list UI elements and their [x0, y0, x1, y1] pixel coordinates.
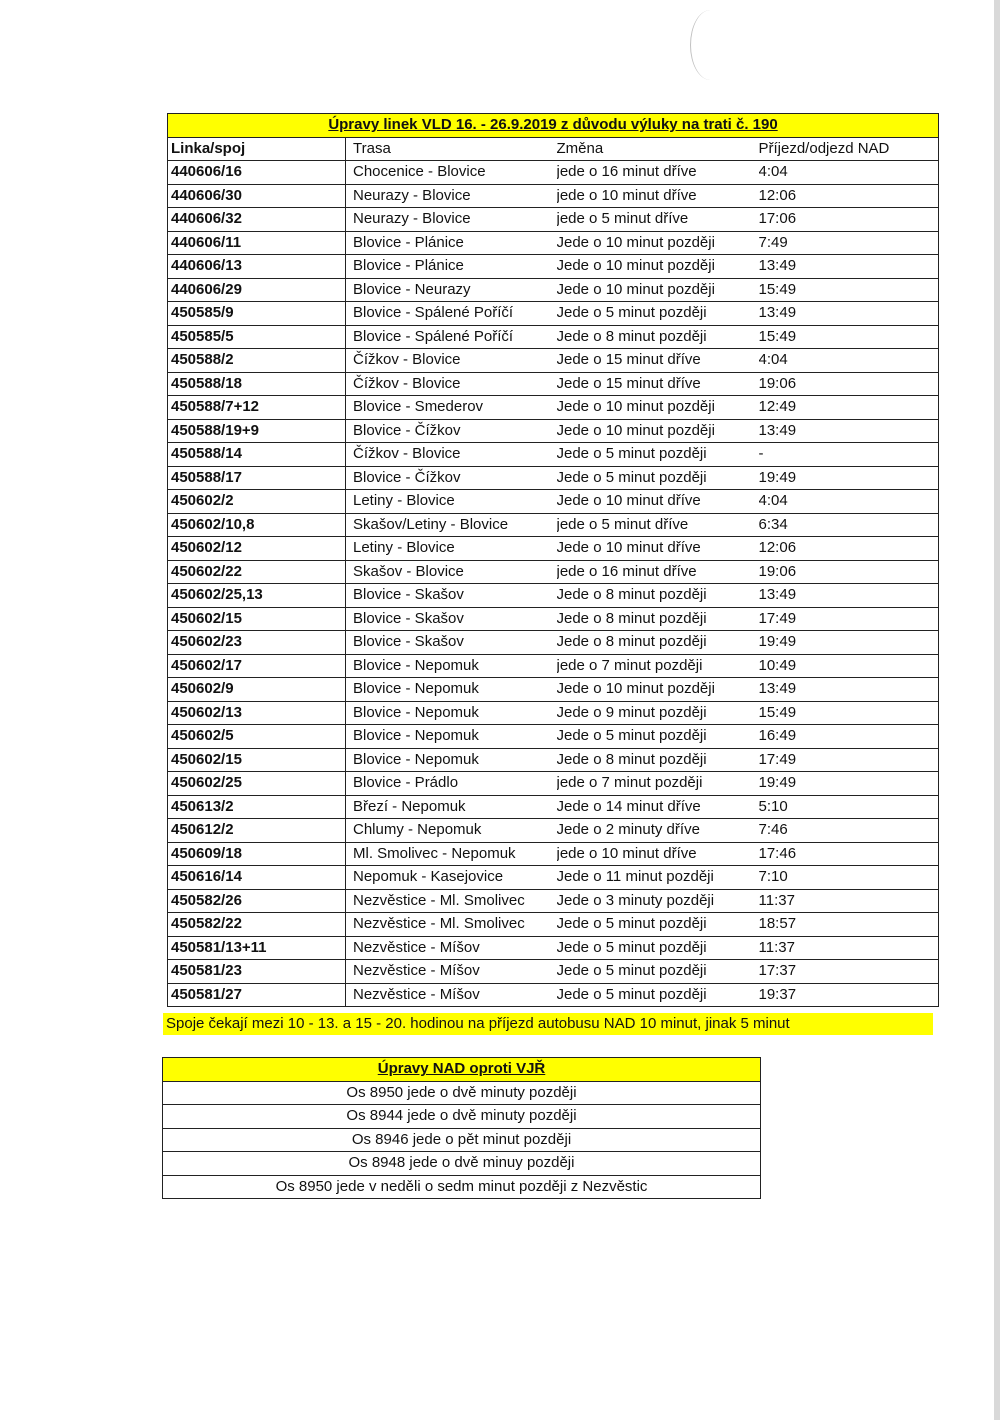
cell-zmena: Jede o 10 minut později	[557, 678, 759, 702]
table-row	[168, 490, 939, 514]
cell-trasa: Blovice - Skašov	[346, 631, 557, 655]
table-title-row	[168, 114, 939, 138]
cell-trasa: Neurazy - Blovice	[346, 208, 557, 232]
table-row	[168, 349, 939, 373]
table-row	[168, 184, 939, 208]
table-row	[168, 537, 939, 561]
cell-zmena: Jede o 5 minut později	[557, 302, 759, 326]
cell-linka-spoj: 440606/13	[168, 255, 346, 279]
cell-linka-spoj: 450613/2	[168, 795, 346, 819]
cell-linka-spoj: 450582/22	[168, 913, 346, 937]
cell-linka-spoj: 450602/23	[168, 631, 346, 655]
cell-linka-spoj: 450602/25,13	[168, 584, 346, 608]
cell-linka-spoj: 450616/14	[168, 866, 346, 890]
cell-linka-spoj: 450612/2	[168, 819, 346, 843]
table-row	[168, 913, 939, 937]
nad-row	[163, 1081, 761, 1105]
table-row	[168, 772, 939, 796]
cell-trasa: Blovice - Spálené Poříčí	[346, 325, 557, 349]
cell-trasa: Čížkov - Blovice	[346, 349, 557, 373]
cell-zmena: Jede o 8 minut později	[557, 325, 759, 349]
nad-row-text: Os 8950 jede v neděli o sedm minut později z Nezvěstic	[163, 1175, 761, 1199]
cell-trasa: Čížkov - Blovice	[346, 372, 557, 396]
cell-prijezd-odjezd: 17:49	[759, 748, 939, 772]
cell-linka-spoj: 440606/30	[168, 184, 346, 208]
header-prijezd-odjezd: Příjezd/odjezd NAD	[759, 137, 939, 161]
cell-zmena: Jede o 8 minut později	[557, 748, 759, 772]
cell-prijezd-odjezd: 13:49	[759, 419, 939, 443]
cell-trasa: Nezvěstice - Míšov	[346, 960, 557, 984]
cell-prijezd-odjezd: 12:06	[759, 537, 939, 561]
cell-zmena: Jede o 10 minut později	[557, 396, 759, 420]
cell-prijezd-odjezd: 13:49	[759, 584, 939, 608]
cell-linka-spoj: 450602/5	[168, 725, 346, 749]
cell-zmena: Jede o 5 minut později	[557, 936, 759, 960]
cell-zmena: Jede o 8 minut později	[557, 584, 759, 608]
table-row	[168, 866, 939, 890]
nad-changes-table	[162, 1057, 761, 1199]
cell-prijezd-odjezd: 4:04	[759, 161, 939, 185]
cell-zmena: Jede o 8 minut později	[557, 631, 759, 655]
cell-linka-spoj: 450602/15	[168, 607, 346, 631]
nad-row-text: Os 8944 jede o dvě minuty později	[163, 1105, 761, 1129]
cell-prijezd-odjezd: 19:49	[759, 772, 939, 796]
nad-table-title: Úpravy NAD oproti VJŘ	[163, 1058, 761, 1082]
cell-linka-spoj: 450588/19+9	[168, 419, 346, 443]
cell-linka-spoj: 450585/5	[168, 325, 346, 349]
table-title: Úpravy linek VLD 16. - 26.9.2019 z důvodu výluky na trati č. 190	[168, 114, 939, 138]
cell-zmena: jede o 5 minut dříve	[557, 513, 759, 537]
table-row	[168, 325, 939, 349]
table-row	[168, 302, 939, 326]
cell-prijezd-odjezd: -	[759, 443, 939, 467]
cell-linka-spoj: 450588/14	[168, 443, 346, 467]
cell-prijezd-odjezd: 13:49	[759, 678, 939, 702]
cell-zmena: Jede o 10 minut dříve	[557, 490, 759, 514]
table-row	[168, 936, 939, 960]
scan-mark	[690, 10, 731, 80]
cell-zmena: jede o 7 minut později	[557, 772, 759, 796]
table-row	[168, 678, 939, 702]
cell-trasa: Letiny - Blovice	[346, 537, 557, 561]
table-row	[168, 443, 939, 467]
cell-trasa: Březí - Nepomuk	[346, 795, 557, 819]
page-edge	[994, 0, 1000, 1420]
table-row	[168, 842, 939, 866]
table-row	[168, 372, 939, 396]
cell-prijezd-odjezd: 7:10	[759, 866, 939, 890]
cell-linka-spoj: 450602/25	[168, 772, 346, 796]
cell-prijezd-odjezd: 19:49	[759, 466, 939, 490]
nad-row	[163, 1128, 761, 1152]
table-row	[168, 208, 939, 232]
cell-trasa: Skašov/Letiny - Blovice	[346, 513, 557, 537]
cell-zmena: Jede o 5 minut později	[557, 443, 759, 467]
cell-zmena: Jede o 10 minut později	[557, 231, 759, 255]
table-row	[168, 725, 939, 749]
cell-linka-spoj: 450588/18	[168, 372, 346, 396]
cell-prijezd-odjezd: 11:37	[759, 889, 939, 913]
nad-row	[163, 1105, 761, 1129]
cell-trasa: Blovice - Plánice	[346, 255, 557, 279]
cell-trasa: Chlumy - Nepomuk	[346, 819, 557, 843]
cell-prijezd-odjezd: 19:06	[759, 560, 939, 584]
cell-zmena: Jede o 3 minuty později	[557, 889, 759, 913]
nad-row	[163, 1175, 761, 1199]
cell-trasa: Čížkov - Blovice	[346, 443, 557, 467]
cell-prijezd-odjezd: 17:49	[759, 607, 939, 631]
cell-prijezd-odjezd: 19:06	[759, 372, 939, 396]
cell-linka-spoj: 450602/9	[168, 678, 346, 702]
cell-prijezd-odjezd: 16:49	[759, 725, 939, 749]
cell-prijezd-odjezd: 13:49	[759, 255, 939, 279]
cell-trasa: Blovice - Prádlo	[346, 772, 557, 796]
cell-prijezd-odjezd: 6:34	[759, 513, 939, 537]
cell-zmena: jede o 7 minut později	[557, 654, 759, 678]
header-linka-spoj: Linka/spoj	[168, 137, 346, 161]
nad-row	[163, 1152, 761, 1176]
cell-trasa: Blovice - Spálené Poříčí	[346, 302, 557, 326]
nad-row-text: Os 8950 jede o dvě minuty později	[163, 1081, 761, 1105]
table-row	[168, 513, 939, 537]
cell-zmena: Jede o 5 minut později	[557, 913, 759, 937]
table-row	[168, 255, 939, 279]
table-row	[168, 795, 939, 819]
cell-trasa: Nepomuk - Kasejovice	[346, 866, 557, 890]
cell-trasa: Nezvěstice - Ml. Smolivec	[346, 889, 557, 913]
cell-zmena: Jede o 8 minut později	[557, 607, 759, 631]
cell-zmena: Jede o 9 minut později	[557, 701, 759, 725]
cell-prijezd-odjezd: 15:49	[759, 701, 939, 725]
cell-linka-spoj: 450581/27	[168, 983, 346, 1007]
table-row	[168, 278, 939, 302]
cell-linka-spoj: 450581/23	[168, 960, 346, 984]
cell-prijezd-odjezd: 4:04	[759, 349, 939, 373]
header-zmena: Změna	[557, 137, 759, 161]
cell-trasa: Nezvěstice - Míšov	[346, 983, 557, 1007]
table-header-row	[168, 137, 939, 161]
cell-linka-spoj: 440606/29	[168, 278, 346, 302]
table-row	[168, 960, 939, 984]
cell-prijezd-odjezd: 15:49	[759, 325, 939, 349]
line-changes-table	[167, 113, 939, 1007]
cell-zmena: Jede o 10 minut později	[557, 419, 759, 443]
cell-prijezd-odjezd: 4:04	[759, 490, 939, 514]
cell-prijezd-odjezd: 11:37	[759, 936, 939, 960]
cell-prijezd-odjezd: 18:57	[759, 913, 939, 937]
table-row	[168, 983, 939, 1007]
cell-linka-spoj: 440606/16	[168, 161, 346, 185]
cell-prijezd-odjezd: 10:49	[759, 654, 939, 678]
cell-zmena: Jede o 5 minut později	[557, 983, 759, 1007]
cell-zmena: Jede o 5 minut později	[557, 960, 759, 984]
header-trasa: Trasa	[346, 137, 557, 161]
cell-zmena: jede o 10 minut dříve	[557, 842, 759, 866]
cell-linka-spoj: 450602/22	[168, 560, 346, 584]
cell-trasa: Blovice - Čížkov	[346, 419, 557, 443]
table-row	[168, 584, 939, 608]
cell-prijezd-odjezd: 5:10	[759, 795, 939, 819]
cell-linka-spoj: 450588/2	[168, 349, 346, 373]
cell-linka-spoj: 450585/9	[168, 302, 346, 326]
cell-linka-spoj: 450588/17	[168, 466, 346, 490]
cell-trasa: Blovice - Neurazy	[346, 278, 557, 302]
table-row	[168, 748, 939, 772]
cell-linka-spoj: 450602/10,8	[168, 513, 346, 537]
cell-prijezd-odjezd: 17:46	[759, 842, 939, 866]
cell-trasa: Neurazy - Blovice	[346, 184, 557, 208]
cell-prijezd-odjezd: 12:06	[759, 184, 939, 208]
cell-trasa: Blovice - Nepomuk	[346, 678, 557, 702]
cell-trasa: Letiny - Blovice	[346, 490, 557, 514]
cell-trasa: Blovice - Čížkov	[346, 466, 557, 490]
cell-zmena: jede o 16 minut dříve	[557, 560, 759, 584]
cell-zmena: Jede o 15 minut dříve	[557, 372, 759, 396]
cell-linka-spoj: 450602/12	[168, 537, 346, 561]
table-row	[168, 889, 939, 913]
cell-prijezd-odjezd: 19:49	[759, 631, 939, 655]
cell-linka-spoj: 450602/17	[168, 654, 346, 678]
cell-trasa: Blovice - Smederov	[346, 396, 557, 420]
cell-linka-spoj: 450588/7+12	[168, 396, 346, 420]
cell-trasa: Blovice - Skašov	[346, 607, 557, 631]
cell-prijezd-odjezd: 7:46	[759, 819, 939, 843]
cell-zmena: jede o 5 minut dříve	[557, 208, 759, 232]
cell-zmena: Jede o 11 minut později	[557, 866, 759, 890]
cell-linka-spoj: 450581/13+11	[168, 936, 346, 960]
cell-prijezd-odjezd: 13:49	[759, 302, 939, 326]
table-row	[168, 419, 939, 443]
cell-zmena: Jede o 10 minut později	[557, 255, 759, 279]
cell-zmena: Jede o 14 minut dříve	[557, 795, 759, 819]
cell-prijezd-odjezd: 15:49	[759, 278, 939, 302]
table-row	[168, 819, 939, 843]
cell-trasa: Nezvěstice - Ml. Smolivec	[346, 913, 557, 937]
cell-prijezd-odjezd: 7:49	[759, 231, 939, 255]
cell-linka-spoj: 440606/32	[168, 208, 346, 232]
cell-trasa: Blovice - Plánice	[346, 231, 557, 255]
waiting-note: Spoje čekají mezi 10 - 13. a 15 - 20. hodinou na příjezd autobusu NAD 10 minut, jinak 5 minut	[163, 1013, 933, 1035]
cell-linka-spoj: 450582/26	[168, 889, 346, 913]
cell-trasa: Blovice - Nepomuk	[346, 701, 557, 725]
cell-zmena: jede o 16 minut dříve	[557, 161, 759, 185]
cell-linka-spoj: 450609/18	[168, 842, 346, 866]
cell-zmena: Jede o 10 minut později	[557, 278, 759, 302]
table-row	[168, 654, 939, 678]
cell-trasa: Chocenice - Blovice	[346, 161, 557, 185]
cell-zmena: jede o 10 minut dříve	[557, 184, 759, 208]
cell-linka-spoj: 450602/2	[168, 490, 346, 514]
table-row	[168, 466, 939, 490]
table-row	[168, 161, 939, 185]
cell-trasa: Nezvěstice - Míšov	[346, 936, 557, 960]
cell-prijezd-odjezd: 17:06	[759, 208, 939, 232]
cell-trasa: Blovice - Nepomuk	[346, 725, 557, 749]
cell-zmena: Jede o 5 minut později	[557, 725, 759, 749]
cell-zmena: Jede o 2 minuty dříve	[557, 819, 759, 843]
table-row	[168, 631, 939, 655]
cell-trasa: Skašov - Blovice	[346, 560, 557, 584]
cell-trasa: Ml. Smolivec - Nepomuk	[346, 842, 557, 866]
table-row	[168, 396, 939, 420]
cell-trasa: Blovice - Nepomuk	[346, 654, 557, 678]
table-row	[168, 607, 939, 631]
nad-row-text: Os 8946 jede o pět minut později	[163, 1128, 761, 1152]
nad-row-text: Os 8948 jede o dvě minuy později	[163, 1152, 761, 1176]
table-row	[168, 231, 939, 255]
cell-zmena: Jede o 15 minut dříve	[557, 349, 759, 373]
cell-trasa: Blovice - Nepomuk	[346, 748, 557, 772]
cell-linka-spoj: 440606/11	[168, 231, 346, 255]
cell-prijezd-odjezd: 19:37	[759, 983, 939, 1007]
nad-title-row	[163, 1058, 761, 1082]
cell-prijezd-odjezd: 12:49	[759, 396, 939, 420]
cell-linka-spoj: 450602/13	[168, 701, 346, 725]
table-row	[168, 701, 939, 725]
cell-zmena: Jede o 10 minut dříve	[557, 537, 759, 561]
table-row	[168, 560, 939, 584]
cell-prijezd-odjezd: 17:37	[759, 960, 939, 984]
cell-trasa: Blovice - Skašov	[346, 584, 557, 608]
cell-zmena: Jede o 5 minut později	[557, 466, 759, 490]
cell-linka-spoj: 450602/15	[168, 748, 346, 772]
